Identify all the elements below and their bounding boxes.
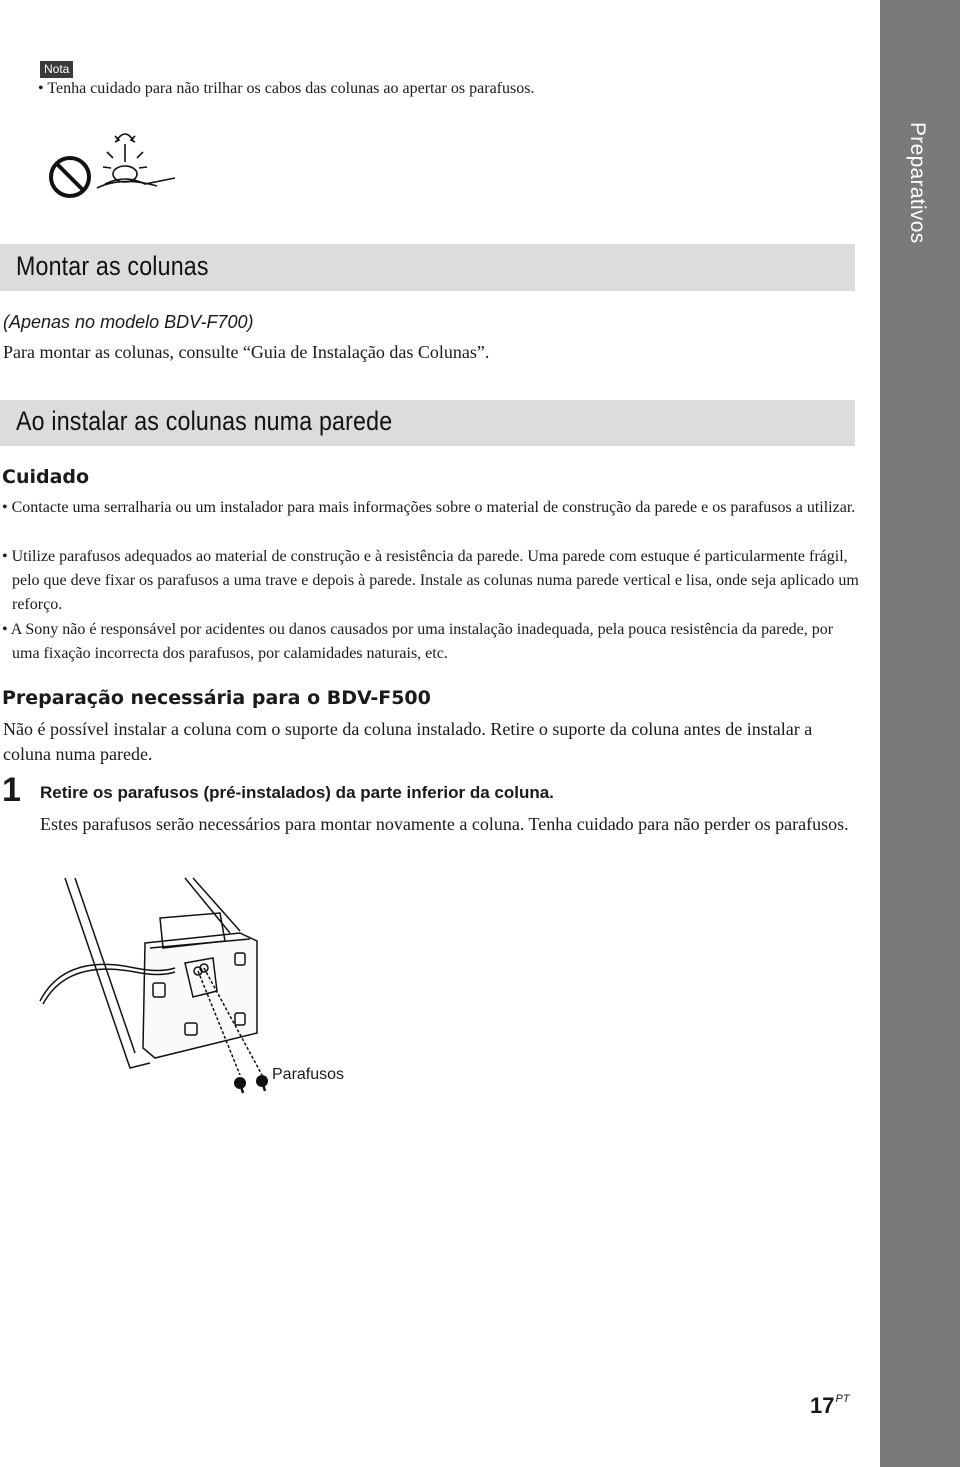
section-bar-assemble <box>0 244 855 291</box>
caution-bullet-2: • Utilize parafusos adequados ao material de construção e à resistência da parede. Uma parede com estuque é particularmente frágil, pelo que deve fixar os parafusos a uma trave e depois à parede. Instale as colunas numa parede vertical e lisa, onde seja aplicado um reforço. <box>2 548 859 613</box>
page-number <box>810 1393 850 1419</box>
page-language: PT <box>835 1393 850 1405</box>
section-title-assemble: Montar as colunas <box>16 251 209 281</box>
screwdriver-icon <box>97 134 175 188</box>
preparation-text: Não é possível instalar a coluna com o suporte da coluna instalado. Retire o suporte da coluna antes de instalar a coluna numa parede. <box>3 719 813 764</box>
caution-bullet-3: • A Sony não é responsável por acidentes ou danos causados por uma instalação inadequada, pela pouca resistência da parede, por uma fixação incorrecta dos parafusos, por calamidades naturais, etc. <box>2 621 834 662</box>
step-title: Retire os parafusos (pré-instalados) da parte inferior da coluna. <box>40 783 554 802</box>
caution-heading: Cuidado <box>2 466 90 488</box>
section-title-wall-mount: Ao instalar as colunas numa parede <box>16 406 393 436</box>
assemble-text: Para montar as colunas, consulte “Guia de Instalação das Colunas”. <box>3 342 490 362</box>
screws-callout: Parafusos <box>272 1066 345 1083</box>
page-number-value: 17 <box>810 1393 835 1418</box>
model-only-note: (Apenas no modelo BDV-F700) <box>3 312 254 332</box>
preparation-heading: Preparação necessária para o BDV-F500 <box>2 687 431 709</box>
prohibited-icon <box>51 158 89 196</box>
section-bar-wall-mount <box>0 400 855 446</box>
note-text: • Tenha cuidado para não trilhar os cabos das colunas ao apertar os parafusos. <box>38 80 535 97</box>
side-tab-label: Preparativos <box>906 122 929 244</box>
caution-bullet-1: • Contacte uma serralharia ou um instalador para mais informações sobre o material de construção da parede e os parafusos a utilizar. <box>2 499 856 516</box>
step-number: 1 <box>2 771 21 809</box>
screw-icon <box>234 1075 268 1093</box>
cable-pinch-warning-illustration <box>45 122 185 202</box>
note-badge: Nota <box>40 61 73 78</box>
step-body: Estes parafusos serão necessários para montar novamente a coluna. Tenha cuidado para não perder os parafusos. <box>40 814 849 834</box>
